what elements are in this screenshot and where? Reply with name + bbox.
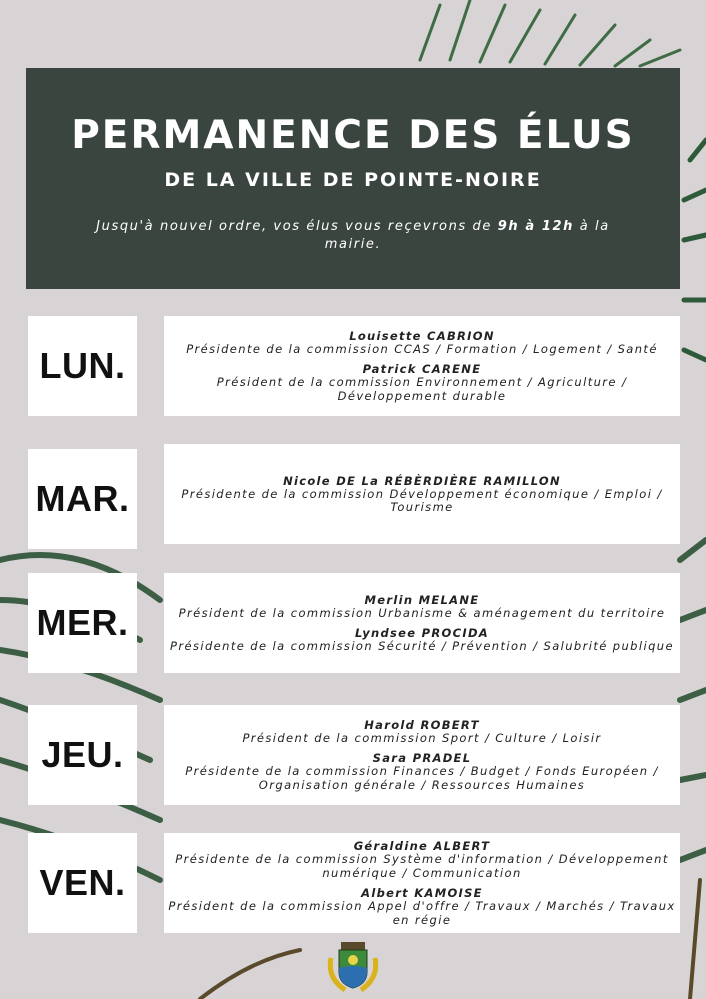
day-label: MER.: [36, 602, 129, 643]
day-card-friday: [164, 833, 680, 933]
page-title: PERMANENCE DES ÉLUS: [71, 113, 635, 158]
official-role: Présidente de la commission Système d'information / Développement numérique / Communication: [175, 852, 669, 880]
official-entry: [168, 626, 676, 654]
intro-text-start: Jusqu'à nouvel ordre, vos élus vous reçevrons de: [96, 219, 498, 234]
official-role: Présidente de la commission Finances / Budget / Fonds Européen / Organisation générale / Ressources Humaines: [185, 764, 659, 792]
official-entry: [168, 718, 676, 746]
official-name: Nicole DE La RÉBÈRDIÈRE RAMILLON: [283, 473, 561, 488]
official-role: Présidente de la commission Sécurité / Prévention / Salubrité publique: [170, 639, 674, 653]
day-label: LUN.: [39, 345, 126, 386]
official-role: Président de la commission Appel d'offre / Travaux / Marchés / Travaux en régie: [168, 899, 676, 927]
official-name: Merlin MELANE: [364, 592, 480, 607]
official-name: Harold ROBERT: [364, 717, 480, 732]
day-label: MAR.: [35, 478, 130, 519]
official-role: Président de la commission Environnement / Agriculture / Développement durable: [216, 375, 628, 403]
day-label: JEU.: [41, 734, 124, 775]
day-box-tuesday: [28, 449, 137, 549]
day-card-monday: [164, 316, 680, 416]
page-subtitle: DE LA VILLE DE POINTE-NOIRE: [164, 169, 542, 191]
day-card-tuesday: [164, 444, 680, 544]
official-entry: [168, 474, 676, 515]
official-role: Présidente de la commission Développement économique / Emploi / Tourisme: [181, 486, 663, 514]
official-entry: [168, 593, 676, 621]
day-card-wednesday: [164, 573, 680, 673]
official-entry: [168, 362, 676, 403]
official-name: Sara PRADEL: [372, 751, 472, 766]
intro-hours: 9h à 12h: [497, 219, 574, 234]
day-box-friday: [28, 833, 137, 933]
official-role: Président de la commission Urbanisme & aménagement du territoire: [178, 605, 666, 620]
day-box-monday: [28, 316, 137, 416]
intro-text-end: à la mairie.: [324, 219, 610, 252]
official-entry: [168, 751, 676, 792]
official-role: Présidente de la commission CCAS / Formation / Logement / Santé: [186, 341, 658, 356]
official-role: Président de la commission Sport / Culture / Loisir: [242, 730, 602, 745]
official-name: Louisette CABRION: [349, 328, 495, 343]
official-name: Lyndsee PROCIDA: [355, 626, 489, 640]
official-name: Patrick CARENE: [362, 362, 482, 377]
day-box-thursday: [28, 705, 137, 805]
official-entry: [168, 329, 676, 357]
town-crest-icon: [325, 938, 381, 994]
official-entry: [168, 886, 676, 927]
official-entry: [168, 839, 676, 880]
intro-text: [66, 218, 640, 254]
day-box-wednesday: [28, 573, 137, 673]
header-banner: [26, 68, 680, 289]
day-label: VEN.: [39, 862, 126, 903]
official-name: Géraldine ALBERT: [353, 839, 491, 853]
day-card-thursday: [164, 705, 680, 805]
official-name: Albert KAMOISE: [361, 886, 483, 900]
